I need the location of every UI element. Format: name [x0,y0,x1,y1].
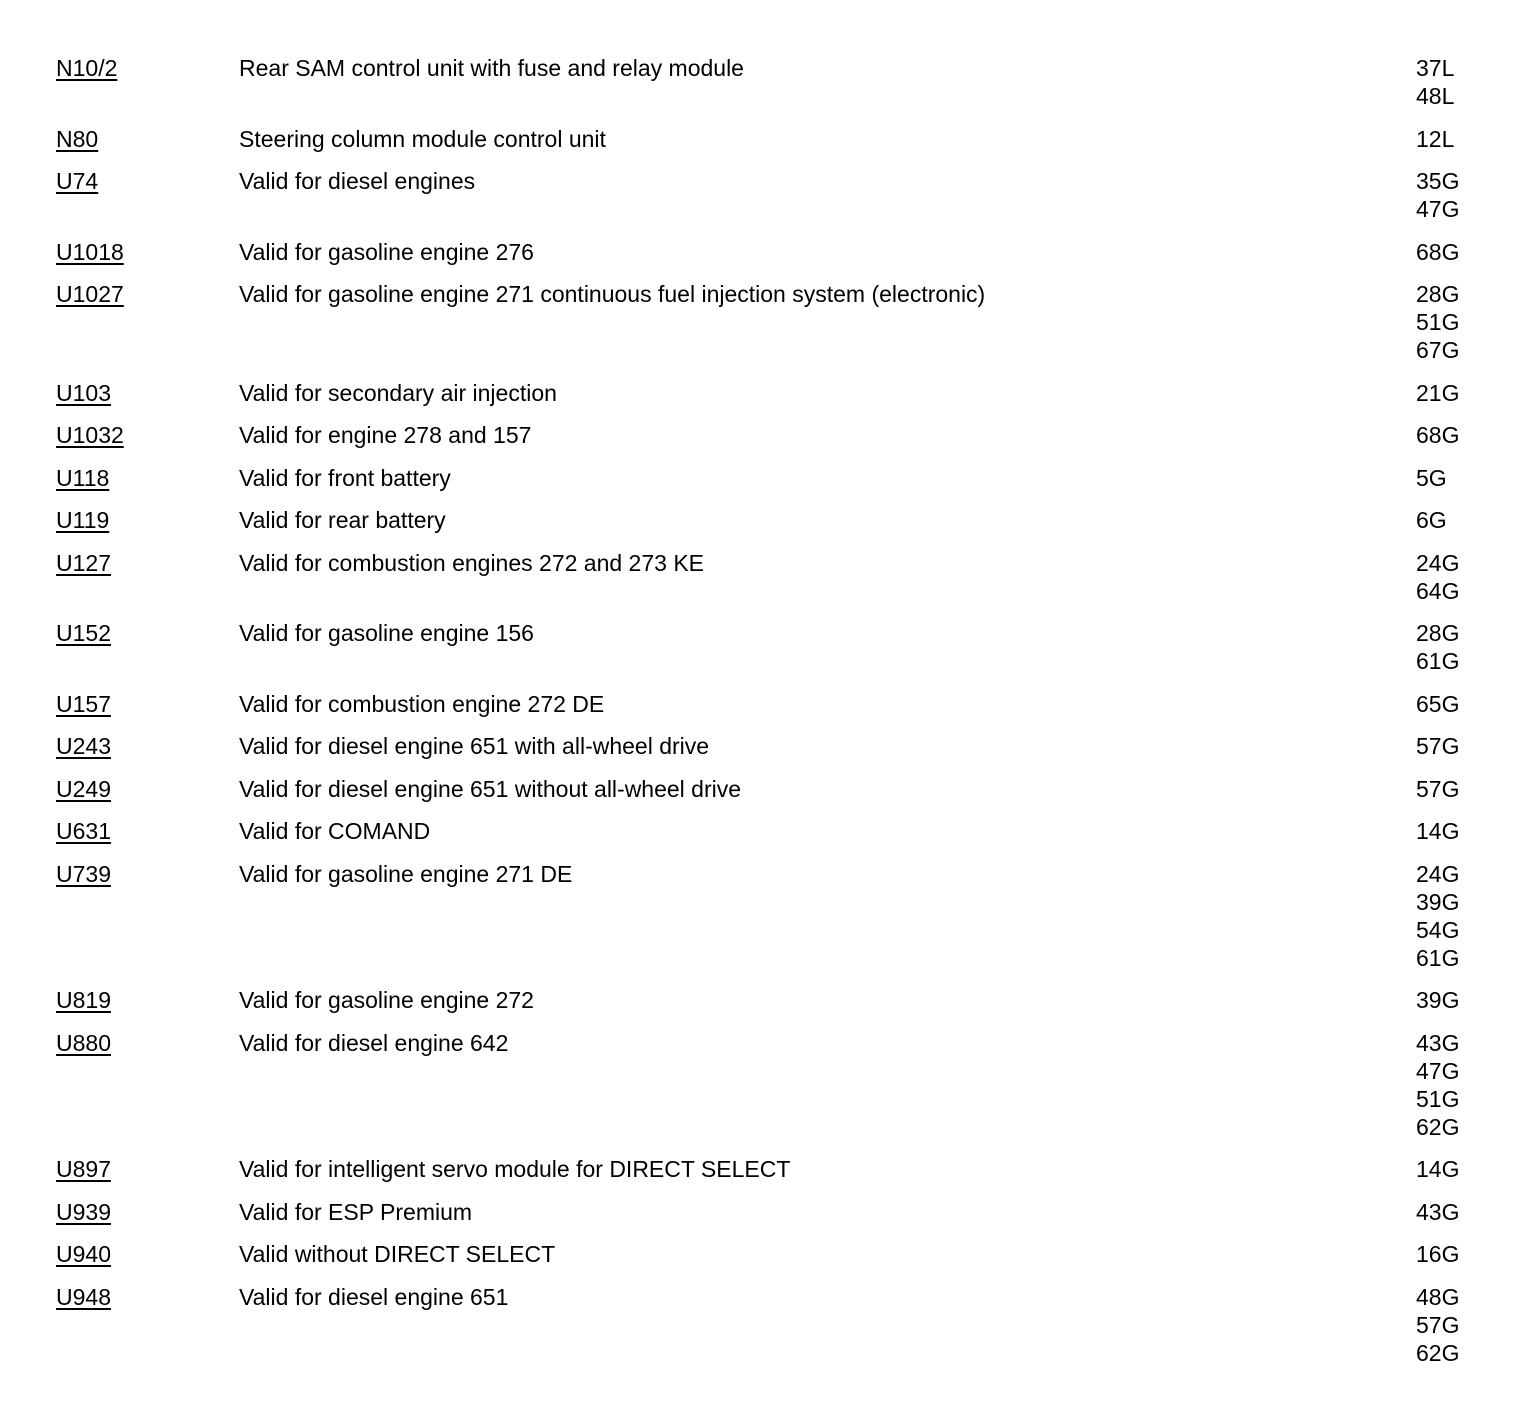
legend-row [56,167,1476,223]
grid-reference: 14G [1416,818,1460,844]
legend-row [56,732,1476,760]
grid-references [1416,1155,1476,1183]
component-description: Valid without DIRECT SELECT [239,1241,556,1267]
component-code-link[interactable]: U1032 [56,422,124,448]
legend-row [56,1283,1476,1367]
component-code-link[interactable]: U249 [56,775,111,802]
grid-reference: 21G [1416,379,1460,406]
component-code-link[interactable]: U119 [56,507,110,533]
component-code-link[interactable]: N80 [56,125,99,152]
grid-reference: 39G [1416,987,1460,1013]
grid-reference: 48G [1416,1283,1460,1310]
component-description: Steering column module control unit [239,125,606,152]
component-code-link[interactable]: U897 [56,1156,111,1182]
grid-reference: 37L [1416,55,1455,81]
grid-reference: 43G [1416,1198,1460,1225]
grid-reference: 57G [1416,775,1460,802]
grid-reference: 24G [1416,549,1460,576]
grid-reference: 61G [1416,944,1460,971]
component-code-link[interactable]: U939 [56,1198,111,1225]
component-description: Valid for front battery [239,464,451,491]
grid-reference: 14G [1416,1156,1460,1182]
component-description: Valid for gasoline engine 276 [239,238,534,265]
grid-reference: 65G [1416,690,1460,717]
grid-reference: 68G [1416,238,1460,265]
legend-row [56,1155,1476,1183]
component-description: Valid for diesel engines [239,168,476,194]
grid-reference: 48L [1416,83,1455,109]
grid-references [1416,549,1476,605]
grid-references [1416,125,1476,153]
legend-row [56,125,1476,153]
grid-reference: 35G [1416,168,1460,194]
grid-references [1416,817,1476,845]
grid-reference: 61G [1416,648,1460,674]
grid-reference: 54G [1416,916,1460,943]
grid-references [1416,732,1476,760]
grid-reference: 47G [1416,196,1460,222]
component-code-link[interactable]: U74 [56,168,99,194]
component-description: Valid for diesel engine 651 with all-wheel drive [239,733,710,759]
grid-reference: 57G [1416,733,1460,759]
legend-row [56,421,1476,449]
component-description: Valid for gasoline engine 271 DE [239,860,573,887]
component-code-link[interactable]: U1018 [56,238,124,265]
component-code-link[interactable]: N10/2 [56,55,118,81]
component-description: Valid for diesel engine 651 [239,1283,509,1310]
grid-reference: 47G [1416,1057,1460,1084]
legend-row [56,549,1476,605]
grid-reference: 62G [1416,1339,1460,1366]
legend-row [56,238,1476,266]
grid-reference: 28G [1416,281,1460,307]
component-code-link[interactable]: U152 [56,620,111,646]
grid-reference: 12L [1416,125,1455,152]
grid-reference: 68G [1416,422,1460,448]
legend-row [56,464,1476,492]
legend-row [56,986,1476,1014]
grid-references [1416,1240,1476,1268]
legend-row [56,280,1476,364]
component-description: Valid for gasoline engine 271 continuous fuel injection system (electronic) [239,281,986,307]
component-description: Valid for COMAND [239,818,431,844]
grid-reference: 51G [1416,1085,1460,1112]
grid-reference: 5G [1416,464,1447,491]
grid-reference: 28G [1416,620,1460,646]
component-description: Valid for gasoline engine 156 [239,620,534,646]
component-description: Valid for gasoline engine 272 [239,987,534,1013]
component-code-link[interactable]: U631 [56,818,111,844]
component-code-link[interactable]: U103 [56,379,111,406]
grid-references [1416,986,1476,1014]
grid-reference: 24G [1416,860,1460,887]
grid-reference: 39G [1416,888,1460,915]
grid-reference: 16G [1416,1241,1460,1267]
grid-references [1416,690,1476,718]
grid-reference: 67G [1416,337,1460,363]
grid-references [1416,775,1476,803]
grid-reference: 62G [1416,1113,1460,1140]
component-code-link[interactable]: U948 [56,1283,111,1310]
component-code-link[interactable]: U127 [56,549,111,576]
grid-references [1416,1198,1476,1226]
grid-references [1416,421,1476,449]
component-description: Valid for combustion engines 272 and 273 KE [239,549,704,576]
component-description: Valid for rear battery [239,507,446,533]
grid-references [1416,238,1476,266]
component-code-link[interactable]: U739 [56,860,111,887]
component-description: Rear SAM control unit with fuse and relay module [239,55,744,81]
component-code-link[interactable]: U118 [56,464,110,491]
legend-row [56,1029,1476,1141]
grid-references [1416,1029,1476,1141]
grid-reference: 64G [1416,577,1460,604]
legend-row [56,506,1476,534]
grid-references [1416,506,1476,534]
grid-references [1416,167,1476,223]
grid-references [1416,619,1476,675]
grid-references [1416,379,1476,407]
grid-reference: 57G [1416,1311,1460,1338]
grid-references [1416,1283,1476,1367]
grid-references [1416,464,1476,492]
legend-row [56,860,1476,972]
legend-table [56,54,1476,1381]
grid-reference: 6G [1416,507,1447,533]
component-code-link[interactable]: U1027 [56,281,124,307]
grid-references [1416,860,1476,972]
legend-row [56,619,1476,675]
component-description: Valid for engine 278 and 157 [239,422,532,448]
component-code-link[interactable]: U880 [56,1029,111,1056]
legend-row [56,817,1476,845]
legend-row [56,1198,1476,1226]
legend-row [56,775,1476,803]
component-description: Valid for diesel engine 651 without all-wheel drive [239,775,742,802]
component-description: Valid for diesel engine 642 [239,1029,509,1056]
grid-reference: 43G [1416,1029,1460,1056]
component-description: Valid for combustion engine 272 DE [239,690,605,717]
grid-references [1416,280,1476,364]
component-code-link[interactable]: U243 [56,733,111,759]
legend-row [56,690,1476,718]
component-description: Valid for ESP Premium [239,1198,473,1225]
legend-row [56,54,1476,110]
component-description: Valid for intelligent servo module for DIRECT SELECT [239,1156,791,1182]
component-description: Valid for secondary air injection [239,379,557,406]
component-code-link[interactable]: U157 [56,690,111,717]
component-code-link[interactable]: U940 [56,1241,111,1267]
grid-reference: 51G [1416,309,1460,335]
legend-row [56,1240,1476,1268]
grid-references [1416,54,1476,110]
component-code-link[interactable]: U819 [56,987,111,1013]
legend-row [56,379,1476,407]
